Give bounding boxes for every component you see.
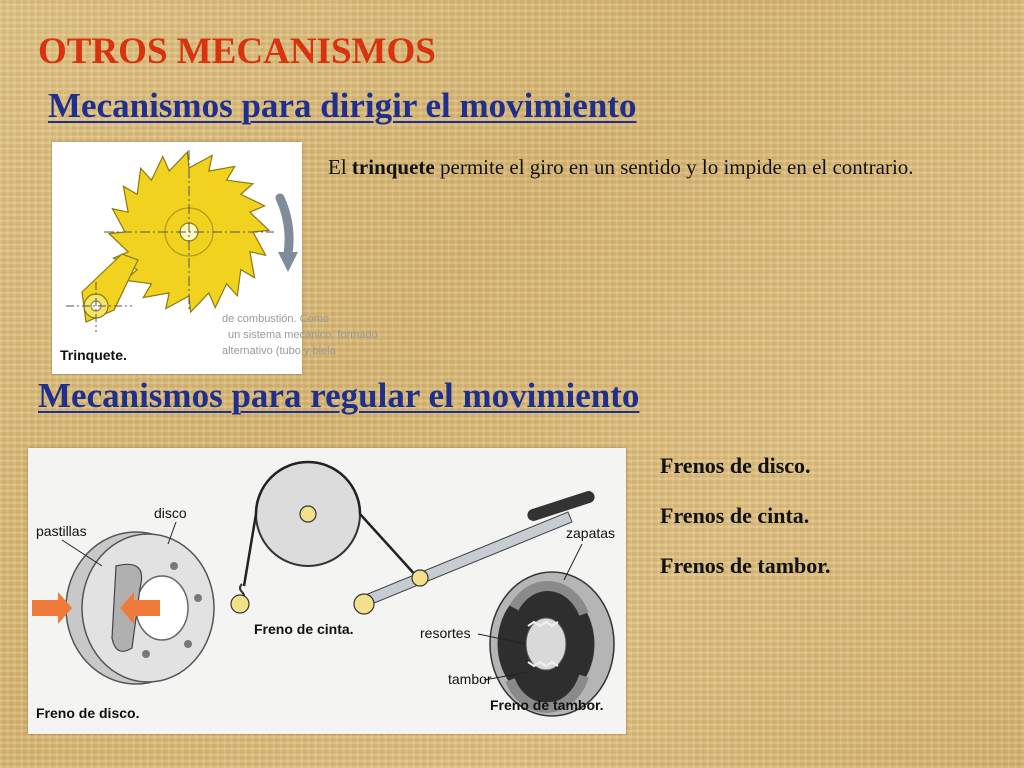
ratchet-bg-text-2: un sistema mecánico, formado — [228, 329, 378, 341]
section-heading-regular: Mecanismos para regular el movimiento — [38, 376, 640, 415]
ratchet-bg-text-3: alternativo (tubo y biela — [222, 345, 336, 357]
description-prefix: El — [328, 155, 352, 179]
brake-types-list — [660, 452, 831, 602]
description-keyword: trinquete — [351, 155, 435, 179]
ratchet-illustration — [52, 142, 378, 374]
label-zapatas: zapatas — [566, 525, 616, 541]
caption-freno-disco: Freno de disco. — [36, 705, 140, 721]
caption-freno-cinta: Freno de cinta. — [254, 621, 354, 637]
disc-brake-icon — [32, 522, 214, 684]
label-resortes: resortes — [420, 625, 471, 641]
label-disco: disco — [154, 505, 187, 521]
brakes-illustration — [28, 448, 626, 734]
description-suffix: permite el giro en un sentido y lo impide en el contrario. — [434, 155, 914, 179]
label-tambor: tambor — [448, 671, 492, 687]
rotation-arrow-icon — [278, 198, 298, 272]
list-item: Frenos de tambor. — [660, 553, 831, 578]
label-pastillas: pastillas — [36, 523, 87, 539]
caption-freno-tambor: Freno de tambor. — [490, 697, 604, 713]
pawl-icon — [66, 254, 138, 332]
slide-title: OTROS MECANISMOS — [38, 31, 436, 72]
section-heading-dirigir: Mecanismos para dirigir el movimiento — [48, 86, 637, 125]
ratchet-caption: Trinquete. — [60, 347, 127, 363]
ratchet-wheel-icon — [104, 150, 274, 312]
ratchet-description — [328, 152, 988, 183]
list-item: Frenos de disco. — [660, 453, 811, 478]
ratchet-bg-text-1: de combustión. Como — [222, 313, 329, 325]
drum-brake-icon — [478, 544, 614, 716]
list-item: Frenos de cinta. — [660, 503, 810, 528]
